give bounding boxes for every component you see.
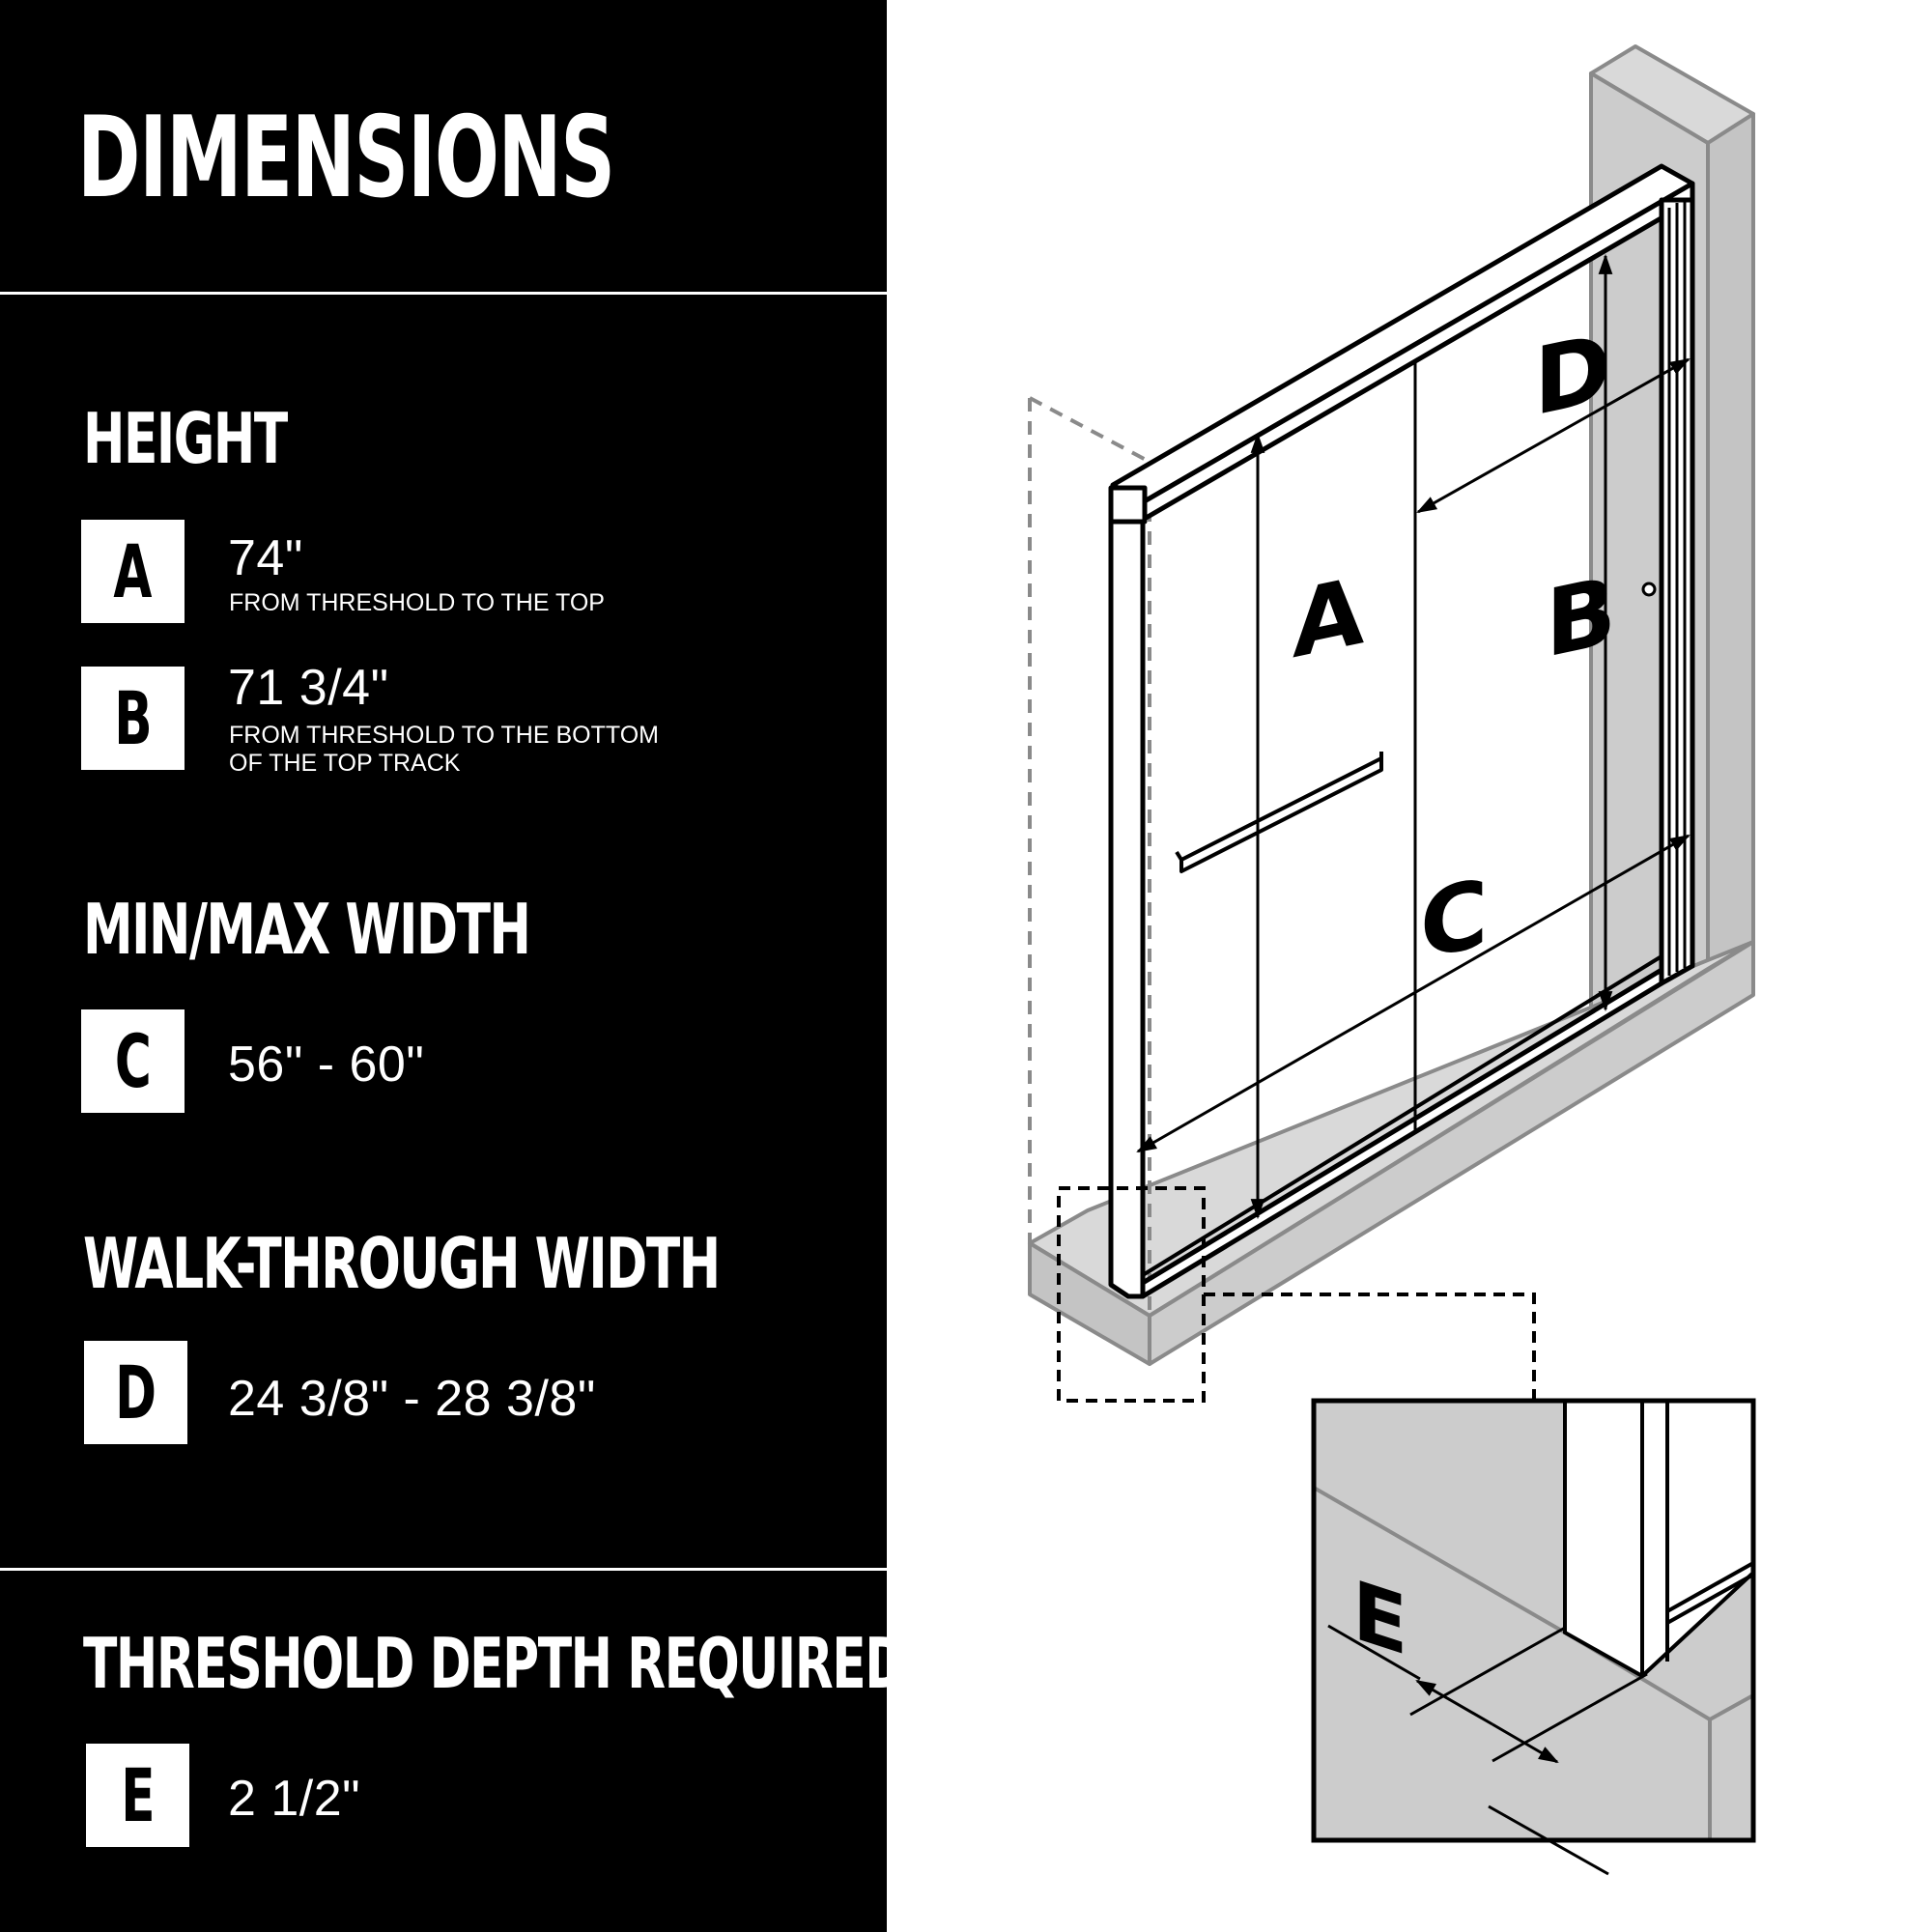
door-stopper — [1643, 583, 1655, 595]
height-b-value: 71 3/4" — [228, 660, 389, 716]
dimension-b-label: B — [1546, 555, 1617, 679]
page-title: DIMENSIONS — [77, 93, 614, 223]
height-a-description: FROM THRESHOLD TO THE TOP — [229, 589, 605, 616]
dimension-d-label: D — [1534, 312, 1611, 438]
dimensions-panel — [0, 0, 905, 1932]
dimension-e-label: E — [1352, 1562, 1408, 1675]
width-c-value: 56" - 60" — [228, 1037, 425, 1093]
detail-inset — [1314, 1401, 1753, 1874]
height-b-description-line-2: OF THE TOP TRACK — [229, 750, 461, 777]
label-e-badge: E — [86, 1744, 189, 1847]
threshold-e-value: 2 1/2" — [228, 1771, 361, 1827]
height-b-description-line-1: FROM THRESHOLD TO THE BOTTOM — [229, 722, 659, 749]
dimension-c-label: C — [1420, 858, 1489, 981]
label-c-badge: C — [81, 1009, 185, 1113]
title-divider — [0, 292, 887, 295]
walk-through-d-value: 24 3/8" - 28 3/8" — [228, 1371, 596, 1427]
threshold-section-title: THRESHOLD DEPTH REQUIRED — [83, 1623, 905, 1704]
label-b-badge: B — [81, 667, 185, 770]
shower-door-diagram — [887, 0, 1932, 1932]
label-a-badge: A — [81, 520, 185, 623]
height-a-value: 74" — [228, 530, 303, 586]
threshold-divider — [0, 1568, 887, 1571]
label-d-badge: D — [84, 1341, 187, 1444]
walk-through-section-title: WALK-THROUGH WIDTH — [83, 1223, 720, 1304]
height-section-title: HEIGHT — [83, 398, 287, 479]
towel-bar-handle — [1177, 752, 1381, 871]
dimension-a-label: A — [1293, 555, 1365, 680]
width-section-title: MIN/MAX WIDTH — [83, 889, 530, 970]
